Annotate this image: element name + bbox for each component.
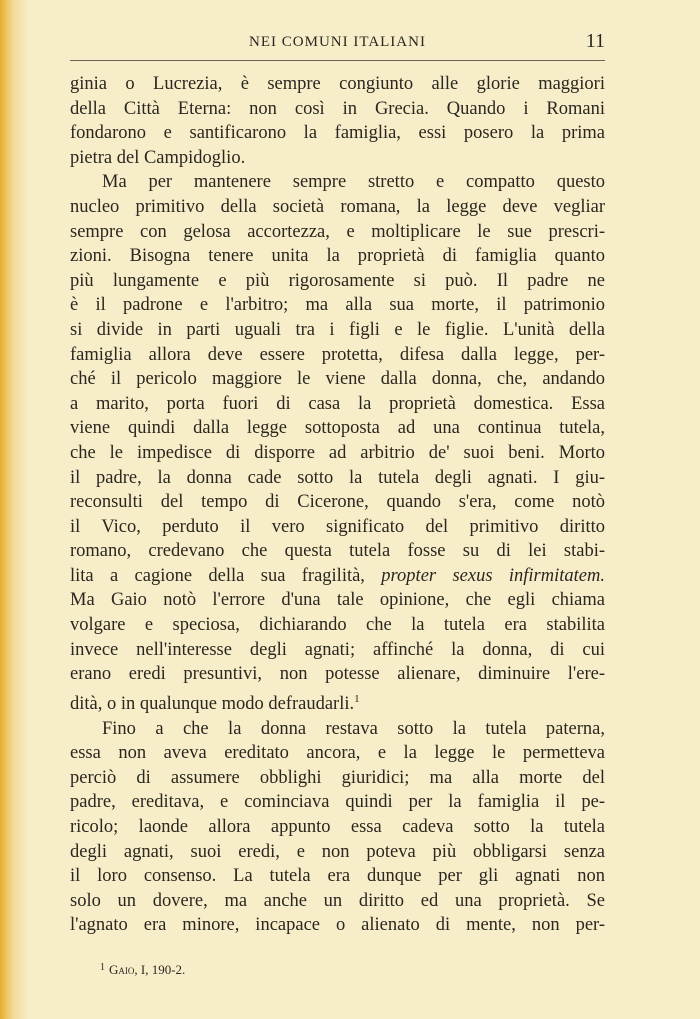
text-line: si divide in parti uguali tra i figli e le figlie. L'unità della bbox=[70, 319, 605, 340]
text-line: il Vico, perduto il vero significato del primitivo diritto bbox=[70, 516, 605, 537]
text-line: più lungamente e più rigorosamente si può. Il padre ne bbox=[70, 270, 605, 291]
text-line: volgare e speciosa, dichiarando che la tutela era stabilita bbox=[70, 615, 605, 636]
text-line: a marito, porta fuori di casa la proprietà domestica. Essa bbox=[70, 393, 605, 414]
footnote-text: Gaio, I, 190-2. bbox=[109, 962, 186, 977]
text-line: è il padrone e l'arbitro; ma alla sua morte, il patrimonio bbox=[70, 295, 605, 316]
text-line: viene quindi dalla legge sottoposta ad una continua tutela, bbox=[70, 418, 605, 439]
header-rule bbox=[70, 60, 605, 61]
text-line: l'agnato era minore, incapace o alienato di mente, non per- bbox=[70, 915, 605, 936]
text-line: degli agnati, suoi eredi, e non poteva più obbligarsi senza bbox=[70, 841, 605, 862]
text-line: sempre con gelosa accortezza, e moltiplicare le sue prescri- bbox=[70, 221, 605, 242]
text-line: il loro consenso. La tutela era dunque per gli agnati non bbox=[70, 866, 605, 887]
text-line: solo un dovere, ma anche un diritto ed una proprietà. Se bbox=[70, 890, 605, 911]
text-line: reconsulti del tempo di Cicerone, quando s'era, come notò bbox=[70, 492, 605, 513]
text-line: romano, credevano che questa tutela fosse su di lei stabi- bbox=[70, 541, 605, 562]
text-segment: lita a cagione della sua fragilità, bbox=[70, 565, 382, 586]
text-line: il padre, la donna cade sotto la tutela degli agnati. I giu- bbox=[70, 467, 605, 488]
text-line: zioni. Bisogna tenere unita la proprietà di famiglia quanto bbox=[70, 246, 605, 267]
footnote-reference[interactable]: 1 bbox=[354, 692, 360, 705]
text-line: essa non aveva ereditato ancora, e la legge le permetteva bbox=[70, 743, 605, 764]
running-title: NEI COMUNI ITALIANI bbox=[249, 34, 426, 50]
text-line: famiglia allora deve essere protetta, difesa dalla legge, per- bbox=[70, 344, 605, 365]
text-line: ché il pericolo maggiore le viene dalla donna, che, andando bbox=[70, 369, 605, 390]
body-text bbox=[70, 72, 605, 938]
text-line: ricolo; laonde allora appunto essa cadeva sotto la tutela bbox=[70, 816, 605, 837]
text-line: ginia o Lucrezia, è sempre congiunto alle glorie maggiori bbox=[70, 74, 605, 94]
text-line: fondarono e santificarono la famiglia, essi posero la prima bbox=[70, 123, 605, 144]
text-line: della Città Eterna: non così in Grecia. Quando i Romani bbox=[70, 98, 605, 119]
text-line: che le impedisce di disporre ad arbitrio de' suoi beni. Morto bbox=[70, 442, 605, 463]
text-line: pietra del Campidoglio. bbox=[70, 147, 246, 168]
text-line: padre, ereditava, e cominciava quindi per la famiglia il pe- bbox=[70, 792, 605, 813]
footnote bbox=[100, 962, 185, 978]
text-line: erano eredi presuntivi, non potesse alienare, diminuire l'ere- bbox=[70, 664, 605, 685]
page-header bbox=[70, 30, 605, 60]
latin-phrase: propter sexus infirmitatem. bbox=[381, 565, 605, 586]
text-line: Ma Gaio notò l'errore d'una tale opinione, che egli chiama bbox=[70, 590, 605, 611]
text-line: perciò di assumere obblighi giuridici; ma alla morte del bbox=[70, 767, 605, 788]
text-line: invece nell'interesse degli agnati; affinché la donna, di cui bbox=[70, 639, 605, 660]
text-line: Fino a che la donna restava sotto la tutela paterna, bbox=[102, 718, 605, 739]
text-line bbox=[70, 687, 605, 717]
text-line-with-italic bbox=[70, 564, 605, 589]
text-segment: dità, o in qualunque modo defraudarli. bbox=[70, 694, 355, 714]
text-line: nucleo primitivo della società romana, la legge deve vegliar bbox=[70, 196, 605, 217]
page-number: 11 bbox=[585, 30, 605, 52]
text-line: Ma per mantenere sempre stretto e compatto questo bbox=[102, 172, 605, 193]
footnote-marker: 1 bbox=[100, 962, 105, 973]
